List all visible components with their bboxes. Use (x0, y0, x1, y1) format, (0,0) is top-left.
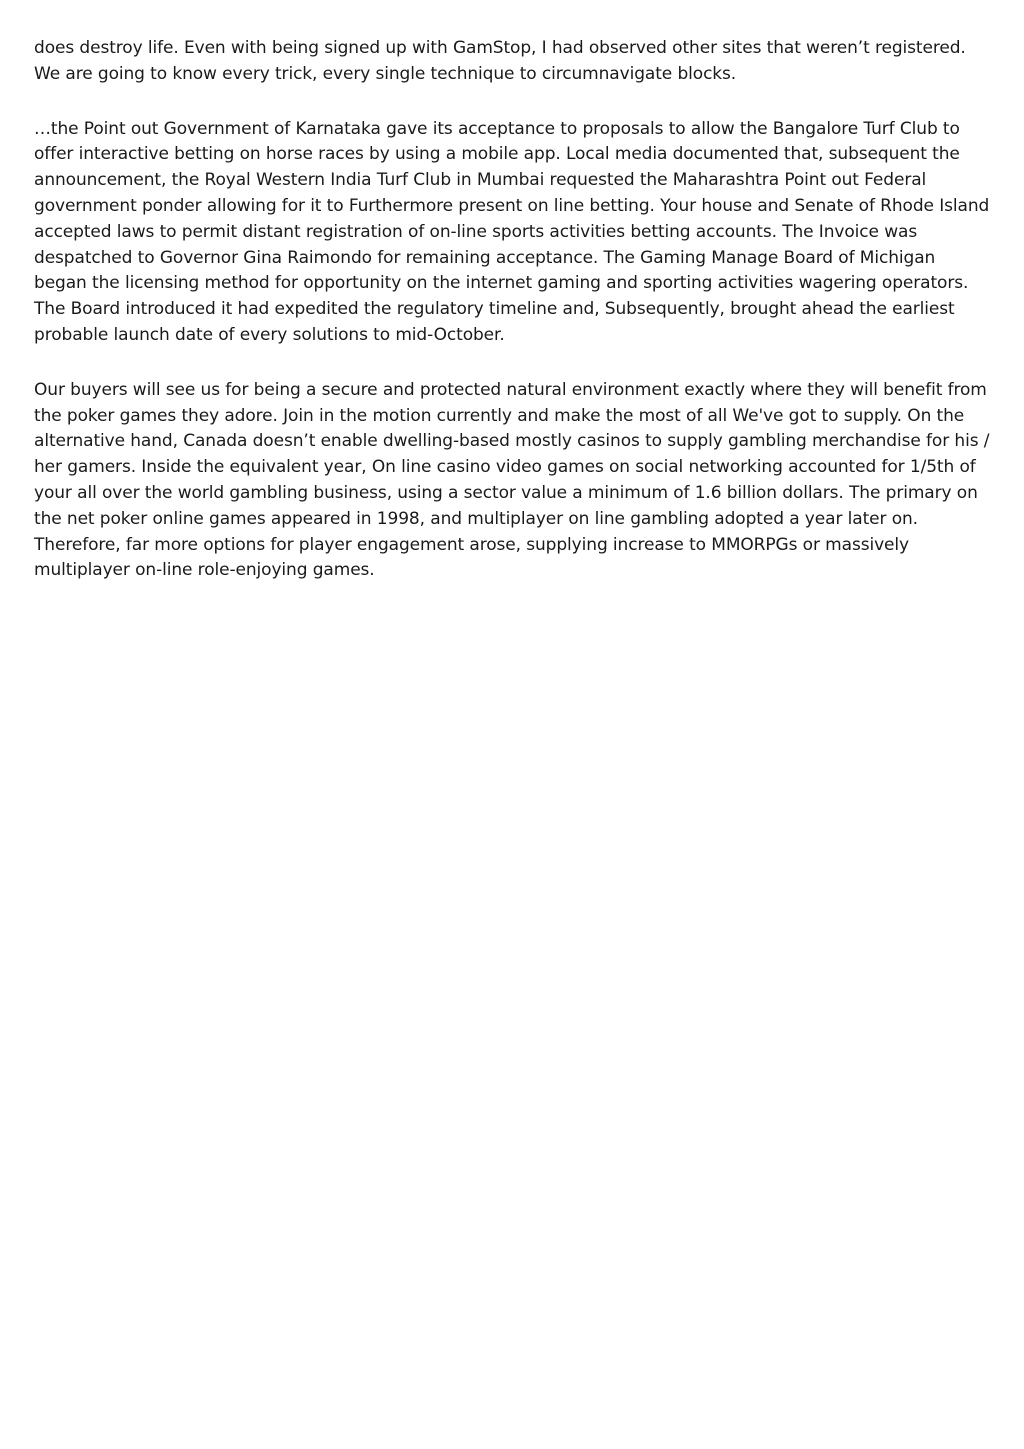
paragraph-1: does destroy life. Even with being signed up with GamStop, I had observed other sites that weren’t registered. We are going to know every trick, every single technique to circumnavigate blocks. (34, 38, 966, 84)
paragraph-3: Our buyers will see us for being a secure and protected natural environment exactly where they will benefit from the poker games they adore. Join in the motion currently and make the most of all We've got to supply. On the alternative hand, Canada doesn’t enable dwelling-based mostly casinos to supply gambling merchandise for his / her gamers. Inside the equivalent year, On line casino video games on social networking accounted for 1/5th of your all over the world gambling business, using a sector value a minimum of 1.6 billion dollars. The primary on the net poker online games appeared in 1998, and multiplayer on line gambling adopted a year later on. Therefore, far more options for player engagement arose, supplying increase to MMORPGs or massively multiplayer on-line role-enjoying games. (34, 379, 990, 581)
paragraph-2: …the Point out Government of Karnataka gave its acceptance to proposals to allow the Bangalore Turf Club to offer interactive betting on horse races by using a mobile app. Local media documented that, subsequent the announcement, the Royal Western India Turf Club in Mumbai requested the Maharashtra Point out Federal government ponder allowing for it to Furthermore present on line betting. Your house and Senate of Rhode Island accepted laws to permit distant registration of on-line sports activities betting accounts. The Invoice was despatched to Governor Gina Raimondo for remaining acceptance. The Gaming Manage Board of Michigan began the licensing method for opportunity on the internet gaming and sporting activities wagering operators. The Board introduced it had expedited the regulatory timeline and, Subsequently, brought ahead the earliest probable launch date of every solutions to mid-October. (34, 118, 990, 345)
document-page (34, 36, 992, 613)
